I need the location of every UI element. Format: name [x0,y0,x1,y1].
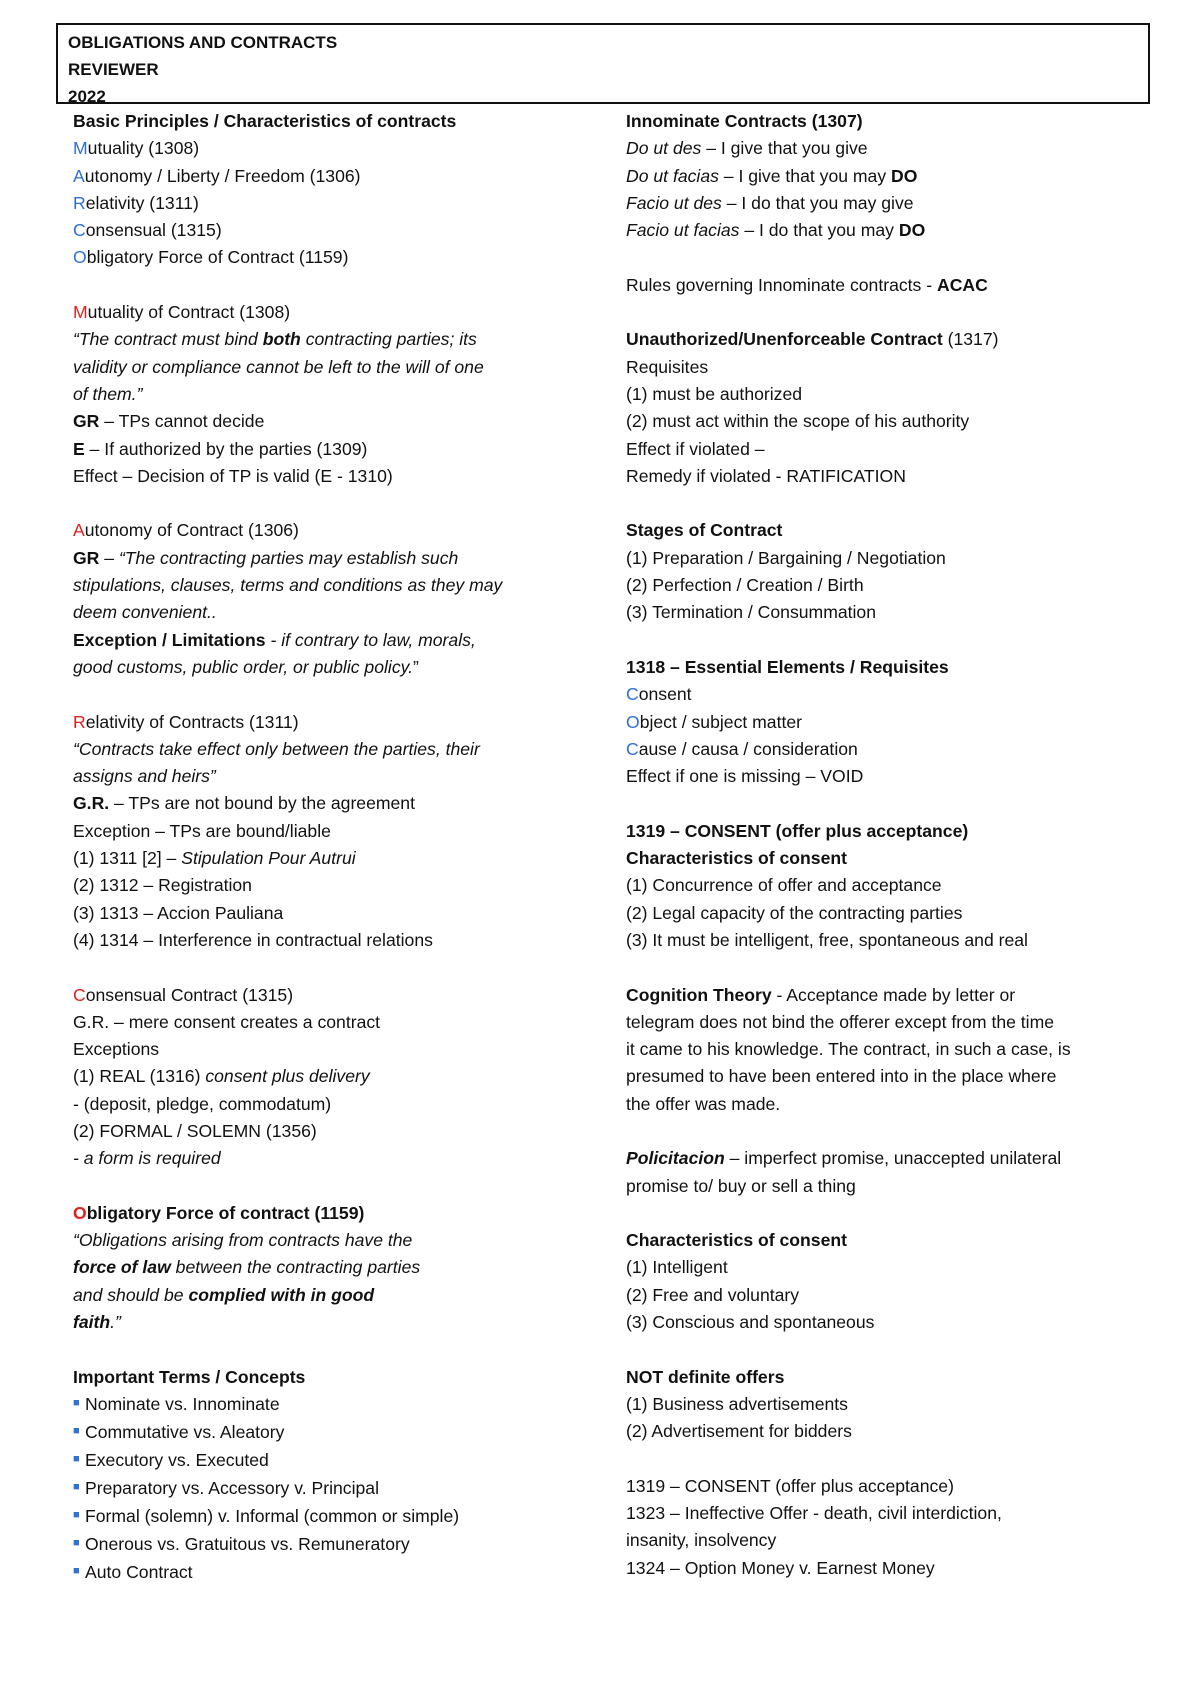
consent-item: (1) Concurrence of offer and acceptance [626,875,942,896]
relativity-exception: Exception – TPs are bound/liable [73,820,331,841]
stages-item: (3) Termination / Consummation [626,602,876,623]
elements-effect: Effect if one is missing – VOID [626,766,864,787]
terms-item: ■ Onerous vs. Gratuitous vs. Remuneratory [73,1531,603,1559]
header-title: OBLIGATIONS AND CONTRACTS [68,33,338,52]
mutuality-quote: “The contract must bind both contracting parties; its [73,329,477,350]
square-bullet-icon: ■ [73,1480,80,1493]
terms-item: ■ Executory vs. Executed [73,1447,603,1475]
policitacion: Policitacion – imperfect promise, unaccepted unilateral [626,1148,1062,1169]
misc-line: 1323 – Ineffective Offer - death, civil interdiction, [626,1503,1002,1524]
innominate-heading: Innominate Contracts (1307) [626,111,863,131]
autonomy-quote: deem convenient.. [73,602,217,623]
square-bullet-icon: ■ [73,1424,80,1437]
square-bullet-icon: ■ [73,1564,80,1577]
terms-item: ■ Commutative vs. Aleatory [73,1419,603,1447]
mutuality-exception: E – If authorized by the parties (1309) [73,438,368,459]
document-header [56,23,1150,104]
unauthorized-heading: Unauthorized/Unenforceable Contract (1317) [626,329,999,350]
innominate-item: Facio ut facias – I do that you may DO [626,220,926,241]
consensual-formal-note: - a form is required [73,1148,221,1169]
misc-line: insanity, insolvency [626,1530,777,1551]
consensual-real: (1) REAL (1316) consent plus delivery [73,1066,370,1087]
square-bullet-icon: ■ [73,1536,80,1549]
obligatory-quote: force of law between the contracting parties [73,1257,421,1278]
consent-subheading: Characteristics of consent [626,848,847,869]
autonomy-heading: Autonomy of Contract (1306) [73,520,299,541]
consensual-gr: G.R. – mere consent creates a contract [73,1011,381,1032]
terms-item: ■ Nominate vs. Innominate [73,1391,603,1419]
mutuality-effect: Effect – Decision of TP is valid (E - 1310) [73,465,393,486]
cognition-text: it came to his knowledge. The contract, in such a case, is [626,1039,1071,1060]
misc-line: 1324 – Option Money v. Earnest Money [626,1557,935,1578]
terms-item: ■ Preparatory vs. Accessory v. Principal [73,1475,603,1503]
autonomy-quote: stipulations, clauses, terms and conditions as they may [73,575,503,596]
autonomy-gr: GR – “The contracting parties may establish such [73,547,459,568]
consent-heading: 1319 – CONSENT (offer plus acceptance) [626,820,969,841]
obligatory-heading: Obligatory Force of contract (1159) [73,1202,365,1223]
mutuality-heading: Mutuality of Contract (1308) [73,302,291,323]
relativity-heading: Relativity of Contracts (1311) [73,711,299,732]
principle-item: Relativity (1311) [73,192,199,213]
misc-line: 1319 – CONSENT (offer plus acceptance) [626,1475,954,1496]
relativity-exception-item: (4) 1314 – Interference in contractual relations [73,929,433,950]
characteristics-item: (3) Conscious and spontaneous [626,1312,875,1333]
characteristics-item: (1) Intelligent [626,1257,728,1278]
principle-item: Autonomy / Liberty / Freedom (1306) [73,165,361,186]
consensual-real-examples: - (deposit, pledge, commodatum) [73,1093,332,1114]
consent-item: (2) Legal capacity of the contracting parties [626,902,963,923]
stages-heading: Stages of Contract [626,520,783,541]
autonomy-quote: good customs, public order, or public policy.” [73,656,419,677]
innominate-item: Do ut facias – I give that you may DO [626,165,918,186]
principle-item: Consensual (1315) [73,220,222,241]
unauthorized-requisite: (1) must be authorized [626,383,803,404]
unauthorized-remedy: Remedy if violated - RATIFICATION [626,465,906,486]
square-bullet-icon: ■ [73,1452,80,1465]
obligatory-quote: and should be complied with in good [73,1284,375,1305]
not-definite-item: (1) Business advertisements [626,1393,848,1414]
basic-principles-heading: Basic Principles / Characteristics of contracts [73,111,457,131]
not-definite-heading: NOT definite offers [626,1366,785,1387]
terms-item: ■ Formal (solemn) v. Informal (common or simple) [73,1503,603,1531]
square-bullet-icon: ■ [73,1396,80,1409]
not-definite-item: (2) Advertisement for bidders [626,1421,852,1442]
terms-heading: Important Terms / Concepts [73,1366,306,1387]
unauthorized-requisite: (2) must act within the scope of his authority [626,411,970,432]
innominate-item: Do ut des – I give that you give [626,138,868,159]
autonomy-exception: Exception / Limitations - if contrary to law, morals, [73,629,476,650]
innominate-item: Facio ut des – I do that you may give [626,192,914,213]
left-column [73,108,603,1587]
stages-item: (1) Preparation / Bargaining / Negotiation [626,547,946,568]
obligatory-quote: “Obligations arising from contracts have the [73,1230,413,1251]
right-column [626,108,1166,1582]
relativity-exception-item: (1) 1311 [2] – Stipulation Pour Autrui [73,848,356,869]
relativity-exception-item: (3) 1313 – Accion Pauliana [73,902,284,923]
cognition-text: presumed to have been entered into in the place where [626,1066,1057,1087]
unauthorized-requisites: Requisites [626,356,709,377]
elements-heading: 1318 – Essential Elements / Requisites [626,656,949,677]
unauthorized-effect: Effect if violated – [626,438,765,459]
relativity-quote: “Contracts take effect only between the parties, their [73,738,480,759]
relativity-exception-item: (2) 1312 – Registration [73,875,252,896]
header-subtitle: REVIEWER [68,60,159,79]
mutuality-quote: of them.” [73,383,143,404]
header-year: 2022 [68,87,106,106]
stages-item: (2) Perfection / Creation / Birth [626,575,864,596]
policitacion-text: promise to/ buy or sell a thing [626,1175,856,1196]
obligatory-quote: faith.” [73,1312,121,1333]
principle-item: Mutuality (1308) [73,138,200,159]
characteristics-item: (2) Free and voluntary [626,1284,800,1305]
cognition-theory: Cognition Theory - Acceptance made by letter or [626,984,1016,1005]
elements-item: Object / subject matter [626,711,803,732]
relativity-gr: G.R. – TPs are not bound by the agreement [73,793,415,814]
relativity-quote: assigns and heirs” [73,766,216,787]
innominate-rules: Rules governing Innominate contracts - ACAC [626,274,988,295]
characteristics-heading: Characteristics of consent [626,1230,847,1251]
cognition-text: the offer was made. [626,1093,781,1114]
principle-item: Obligatory Force of Contract (1159) [73,247,349,268]
cognition-text: telegram does not bind the offerer except from the time [626,1011,1055,1032]
consensual-formal: (2) FORMAL / SOLEMN (1356) [73,1120,317,1141]
elements-item: Consent [626,684,692,705]
consent-item: (3) It must be intelligent, free, spontaneous and real [626,929,1028,950]
terms-item: ■ Auto Contract [73,1559,603,1587]
mutuality-gr: GR – TPs cannot decide [73,411,265,432]
consensual-heading: Consensual Contract (1315) [73,984,294,1005]
mutuality-quote: validity or compliance cannot be left to the will of one [73,356,484,377]
square-bullet-icon: ■ [73,1508,80,1521]
elements-item: Cause / causa / consideration [626,738,858,759]
consensual-exceptions: Exceptions [73,1039,160,1060]
